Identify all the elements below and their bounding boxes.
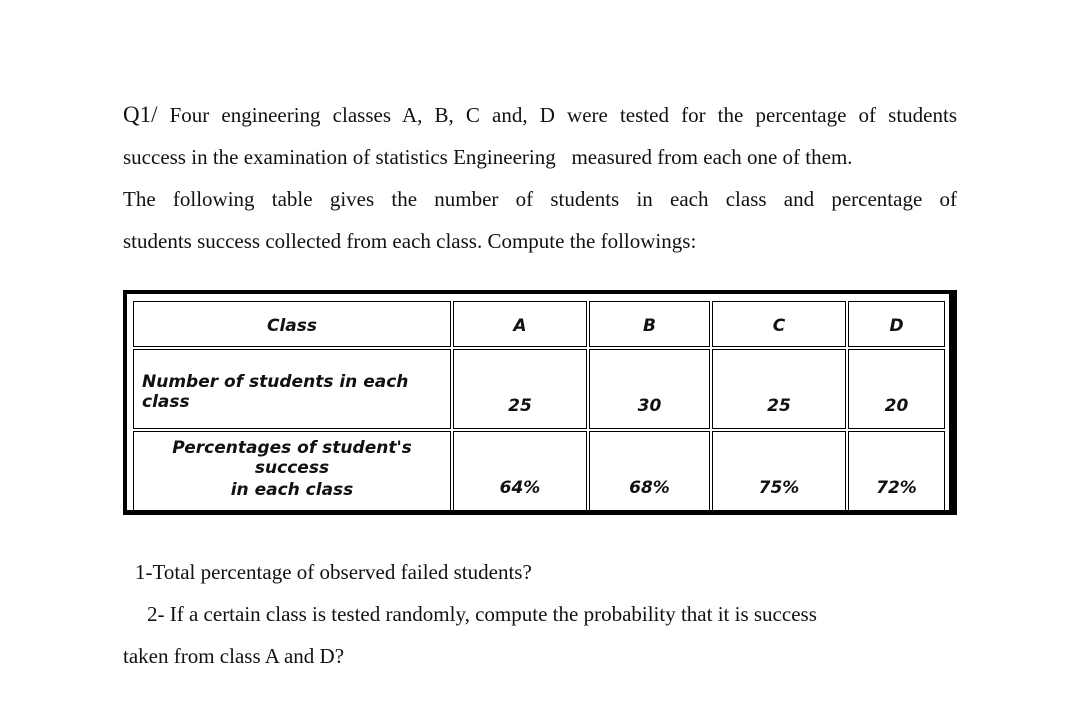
question-line-1 bbox=[123, 94, 957, 136]
row-label-students: Number of students in each class bbox=[133, 349, 451, 429]
header-class-b: B bbox=[589, 301, 710, 347]
row-label-success bbox=[133, 431, 451, 513]
students-c: 25 bbox=[712, 349, 846, 429]
question-line-2: success in the examination of statistics Engineering measured from each one of them. bbox=[123, 145, 853, 169]
subquestions bbox=[123, 551, 957, 677]
question-line-1-text: Four engineering classes A, B, C and, D were tested for the percentage of students bbox=[157, 103, 957, 127]
table-row bbox=[133, 349, 945, 429]
data-table bbox=[131, 299, 947, 515]
header-class-a: A bbox=[453, 301, 587, 347]
success-b: 68% bbox=[589, 431, 710, 513]
students-a: 25 bbox=[453, 349, 587, 429]
question-line-4: students success collected from each class. Compute the followings: bbox=[123, 229, 697, 253]
header-class-d: D bbox=[848, 301, 945, 347]
data-table-frame bbox=[123, 290, 957, 515]
students-b: 30 bbox=[589, 349, 710, 429]
header-class-c: C bbox=[712, 301, 846, 347]
row-label-success-line-1: Percentages of student's success bbox=[172, 438, 412, 478]
subquestion-2: 2- If a certain class is tested randomly, compute the probability that it is success bbox=[147, 602, 817, 626]
table-header-row bbox=[133, 301, 945, 347]
question-line-3: The following table gives the number of students in each class and percentage of bbox=[123, 187, 957, 211]
success-a: 64% bbox=[453, 431, 587, 513]
success-d: 72% bbox=[848, 431, 945, 513]
question-number: Q1/ bbox=[123, 102, 158, 127]
subquestion-2-continued: taken from class A and D? bbox=[123, 644, 345, 668]
question-paragraph bbox=[123, 94, 957, 262]
header-class-label: Class bbox=[133, 301, 451, 347]
row-label-success-line-2: in each class bbox=[230, 480, 354, 500]
subquestion-1: 1-Total percentage of observed failed students? bbox=[135, 560, 532, 584]
students-d: 20 bbox=[848, 349, 945, 429]
success-c: 75% bbox=[712, 431, 846, 513]
table-row bbox=[133, 431, 945, 513]
